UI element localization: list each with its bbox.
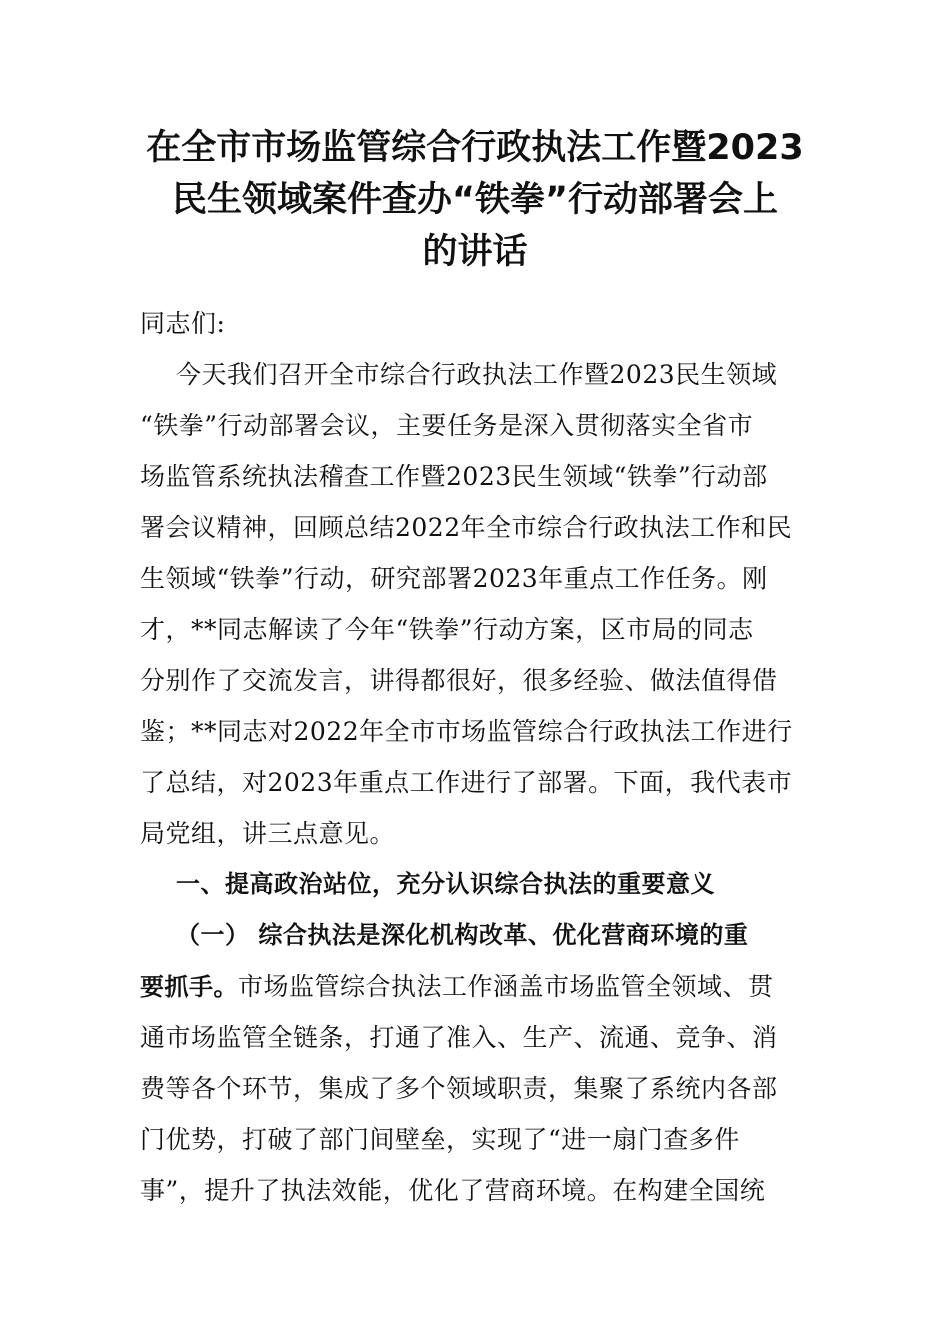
- document-title: [140, 122, 810, 278]
- document-body: [140, 298, 810, 1216]
- paragraph-line: 才，**同志解读了今年“铁拳”行动方案，区市局的同志: [140, 615, 754, 644]
- paragraph-1: [140, 349, 810, 859]
- paragraph-line: “铁拳”行动部署会议，主要任务是深入贯彻落实全省市: [140, 411, 754, 440]
- title-line: 的讲话: [422, 232, 528, 272]
- paragraph-line: 费等各个环节，集成了多个领域职责，集聚了系统内各部: [140, 1074, 778, 1103]
- salutation: 同志们:: [140, 309, 226, 338]
- subsection-1: [140, 910, 810, 1216]
- paragraph-line: 门优势，打破了部门间壁垒，实现了“进一扇门查多件: [140, 1125, 740, 1154]
- paragraph-line: [140, 961, 810, 1012]
- subsection-heading: （一） 综合执法是深化机构改革、优化营商环境的重: [176, 921, 749, 949]
- paragraph-line: 今天我们召开全市综合行政执法工作暨2023民生领域: [176, 360, 778, 389]
- title-line: 在全市市场监管综合行政执法工作暨2023: [146, 128, 804, 168]
- subsection-heading-end: 要抓手。: [140, 973, 238, 1001]
- paragraph-line: 局党组，讲三点意见。: [140, 819, 396, 848]
- paragraph-line: 事”，提升了执法效能，优化了营商环境。在构建全国统: [140, 1176, 766, 1205]
- paragraph-line: 分别作了交流发言，讲得都很好，很多经验、做法值得借: [140, 666, 778, 695]
- paragraph-line: 场监管系统执法稽查工作暨2023民生领域“铁拳”行动部: [140, 462, 768, 491]
- paragraph-text: 市场监管综合执法工作涵盖市场监管全领域、贯: [238, 972, 774, 1001]
- paragraph-line: 生领域“铁拳”行动，研究部署2023年重点工作任务。刚: [140, 564, 768, 593]
- paragraph-line: 鉴；**同志对2022年全市市场监管综合行政执法工作进行: [140, 717, 793, 746]
- paragraph-line: 了总结，对2023年重点工作进行了部署。下面，我代表市: [140, 768, 793, 797]
- title-line: 民生领域案件查办“铁拳”行动部署会上: [171, 180, 778, 220]
- paragraph-line: 通市场监管全链条，打通了准入、生产、流通、竞争、消: [140, 1023, 778, 1052]
- section-heading: 一、提高政治站位，充分认识综合执法的重要意义: [176, 870, 715, 898]
- paragraph-line: 署会议精神，回顾总结2022年全市综合行政执法工作和民: [140, 513, 793, 542]
